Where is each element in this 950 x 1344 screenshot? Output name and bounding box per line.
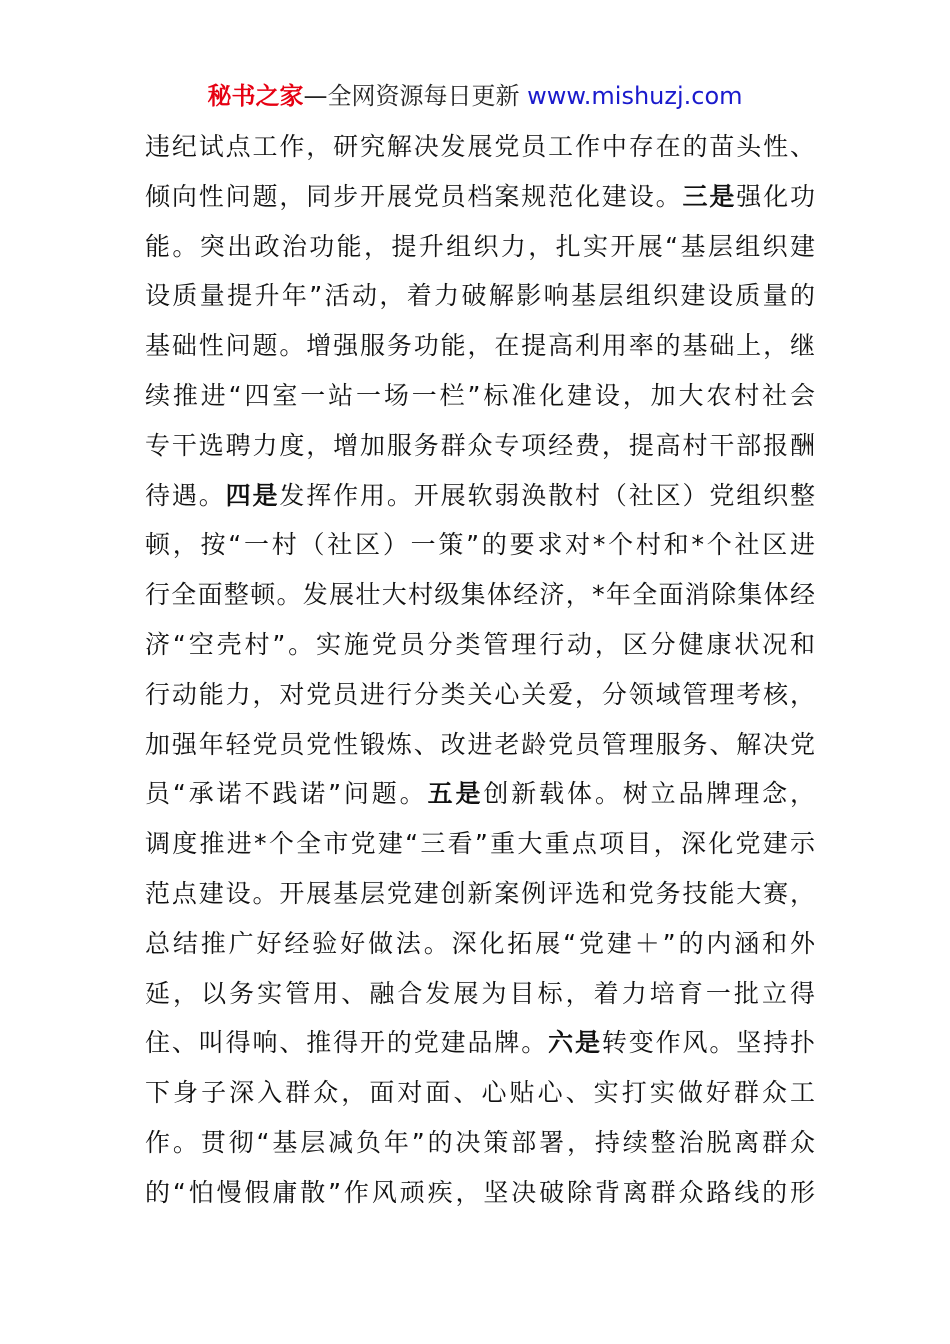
text-line [145, 670, 815, 720]
text-segment: 专干选聘力度，增加服务群众专项经费，提高村干部报酬 [145, 430, 815, 460]
text-line [145, 919, 815, 969]
site-brand: 秘书之家 [207, 82, 304, 110]
text-segment: 违纪试点工作，研究解决发展党员工作中存在的苗头性、 [145, 132, 815, 161]
text-line [145, 321, 815, 371]
text-line [145, 819, 815, 869]
text-line [145, 869, 815, 919]
text-segment: 倾向性问题，同步开展党员档案规范化建设。 [145, 181, 683, 211]
text-line [145, 969, 815, 1019]
text-line [145, 271, 815, 321]
text-line [145, 471, 815, 521]
text-line [145, 421, 815, 471]
site-header [0, 80, 950, 112]
text-line [145, 1018, 815, 1068]
text-segment: 范点建设。开展基层党建创新案例评选和党务技能大赛， [145, 878, 815, 908]
text-segment: 创新载体。树立品牌理念， [483, 779, 815, 809]
emphasis-keyword: 四是 [225, 480, 280, 510]
text-line [145, 1118, 815, 1168]
text-line [145, 222, 815, 272]
document-body [145, 122, 815, 1218]
text-segment: 加强年轻党员党性锻炼、改进老龄党员管理服务、解决党 [145, 729, 815, 759]
text-line [145, 1068, 815, 1118]
text-segment: 下身子深入群众，面对面、心贴心、实打实做好群众工 [145, 1078, 815, 1108]
text-segment: 能。突出政治功能，提升组织力，扎实开展“基层组织建 [145, 231, 815, 261]
text-line [145, 620, 815, 670]
text-line [145, 769, 815, 819]
emphasis-keyword: 五是 [427, 779, 484, 809]
text-line [145, 570, 815, 620]
text-segment: 总结推广好经验好做法。深化拓展“党建＋”的内涵和外 [145, 928, 815, 958]
text-segment: 顿，按“一村（社区）一策”的要求对*个村和*个社区进 [145, 530, 815, 560]
text-line [145, 172, 815, 222]
text-segment: 发挥作用。开展软弱涣散村（社区）党组织整 [279, 480, 815, 510]
text-segment: 员“承诺不践诺”问题。 [145, 779, 428, 809]
site-tagline: —全网资源每日更新 [303, 82, 528, 110]
text-segment: 转变作风。坚持扑 [601, 1028, 815, 1058]
text-line [145, 122, 815, 172]
text-segment: 的“怕慢假庸散”作风顽疾，坚决破除背离群众路线的形 [145, 1177, 815, 1207]
text-segment: 强化功 [736, 181, 815, 211]
text-segment: 行动能力，对党员进行分类关心关爱，分领域管理考核， [145, 679, 815, 709]
text-line [145, 371, 815, 421]
text-segment: 延，以务实管用、融合发展为目标，着力培育一批立得 [145, 978, 815, 1008]
text-segment: 济“空壳村”。实施党员分类管理行动，区分健康状况和 [145, 629, 815, 659]
text-segment: 作。贯彻“基层减负年”的决策部署，持续整治脱离群众 [145, 1127, 815, 1157]
text-line [145, 720, 815, 770]
text-segment: 行全面整顿。发展壮大村级集体经济，*年全面消除集体经 [145, 580, 815, 610]
emphasis-keyword: 六是 [548, 1028, 602, 1058]
text-segment: 续推进“四室一站一场一栏”标准化建设，加大农村社会 [145, 380, 815, 410]
text-line [145, 1168, 815, 1218]
site-url[interactable]: www.mishuzj.com [527, 82, 743, 110]
text-segment: 基础性问题。增强服务功能，在提高利用率的基础上，继 [145, 331, 815, 361]
text-line [145, 520, 815, 570]
emphasis-keyword: 三是 [682, 181, 737, 211]
text-segment: 调度推进*个全市党建“三看”重大重点项目，深化党建示 [145, 829, 815, 859]
text-segment: 住、叫得响、推得开的党建品牌。 [145, 1028, 549, 1058]
text-segment: 待遇。 [145, 480, 226, 510]
text-segment: 设质量提升年”活动，着力破解影响基层组织建设质量的 [145, 281, 815, 311]
